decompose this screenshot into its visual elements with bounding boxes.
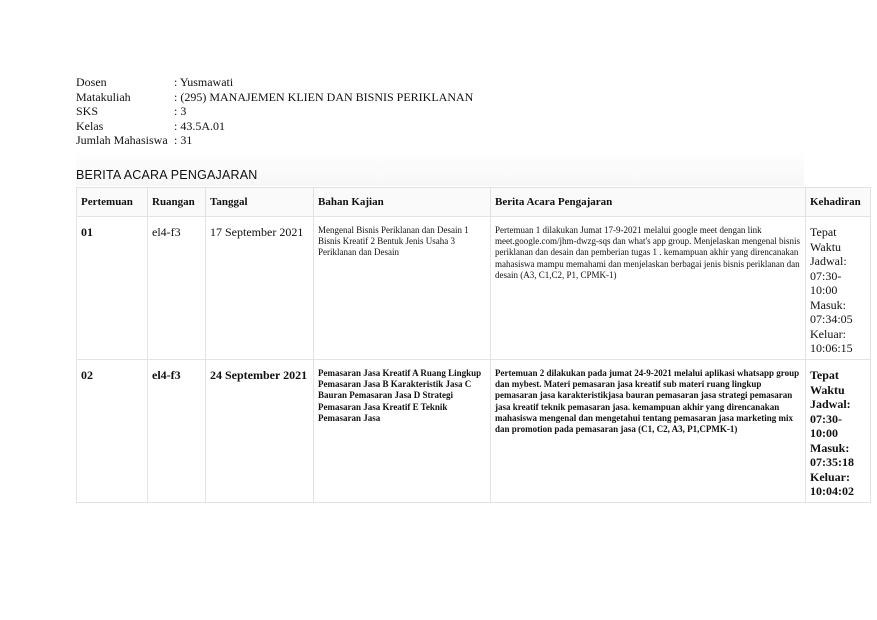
kehadiran-line: Masuk: <box>810 297 846 312</box>
dosen-label: Dosen <box>76 75 107 89</box>
cell-tanggal: 17 September 2021 <box>206 217 314 360</box>
kehadiran-line: 10:06:15 <box>810 341 853 355</box>
cell-pertemuan: 02 <box>77 360 148 503</box>
section-title: BERITA ACARA PENGAJARAN <box>76 168 258 182</box>
header-ruangan: Ruangan <box>148 188 206 217</box>
header-berita-acara: Berita Acara Pengajaran <box>491 188 806 217</box>
table-row <box>77 217 871 360</box>
kehadiran-line: 10:00 <box>810 283 838 297</box>
course-info <box>76 75 473 148</box>
kehadiran-line: Jadwal: <box>810 397 851 411</box>
kehadiran-line: Masuk: <box>810 440 850 455</box>
cell-kehadiran <box>806 217 871 360</box>
cell-kehadiran <box>806 360 871 503</box>
kehadiran-line: Waktu <box>810 239 842 254</box>
cell-berita-acara: Pertemuan 1 dilakukan Jumat 17-9-2021 melalui google meet dengan link meet.google.com/jhm-dwzg-sqs dan what's app group. Menjelaskan mengenal bisnis periklanan dan desain dan pemberian tugas 1 . kemampuan akhir yang direncanakan mahasiswa mampu memahami dan menjelaskan berbagai jenis bisnis periklanan dan desain (A3, C1,C2, P1, CPMK-1) <box>491 217 806 360</box>
cell-tanggal: 24 September 2021 <box>206 360 314 503</box>
header-pertemuan: Pertemuan <box>77 188 148 217</box>
kehadiran-line: 07:34:05 <box>810 312 853 326</box>
info-row-kelas <box>76 119 473 134</box>
sks-label: SKS <box>76 104 99 118</box>
cell-bahan-kajian: Pemasaran Jasa Kreatif A Ruang Lingkup Pemasaran Jasa B Karakteristik Jasa C Bauran Pemasaran Jasa D Strategi Pemasaran Jasa Kreatif E Teknik Pemasaran Jasa <box>314 360 491 503</box>
header-kehadiran: Kehadiran <box>806 188 871 217</box>
matakuliah-label: Matakuliah <box>76 89 131 104</box>
cell-pertemuan: 01 <box>77 217 148 360</box>
kehadiran-line: Tepat <box>810 225 837 239</box>
jumlah-value: : 31 <box>174 133 193 147</box>
table-header-row <box>77 188 871 217</box>
berita-acara-table <box>76 187 871 503</box>
cell-berita-acara: Pertemuan 2 dilakukan pada jumat 24-9-2021 melalui aplikasi whatsapp group dan mybest. Materi pemasaran jasa kreatif sub materi ruang lingkup pemasaran jasa karakteristikjasa bauran pemasaran jasa strategi pemasaran jasa kreatif teknik pemasaran jasa. kemampuan akhir yang direncanakan mahasiswa mengenal dan mengetahui tentang pemasaran jasa marketing mix dan promotion pada pemasaran jasa (C1, C2, A3, P1,CPMK-1) <box>491 360 806 503</box>
kelas-value: : 43.5A.01 <box>174 118 225 133</box>
kehadiran-line: Waktu <box>810 382 845 397</box>
kehadiran-line: 10:00 <box>810 426 838 440</box>
header-bahan-kajian: Bahan Kajian <box>314 188 491 217</box>
kehadiran-line: Tepat <box>810 368 839 382</box>
sks-value: : 3 <box>174 104 187 118</box>
info-row-matakuliah <box>76 90 473 105</box>
kehadiran-line: 10:04:02 <box>810 484 854 498</box>
dosen-value: : Yusmawati <box>174 75 234 89</box>
kehadiran-line: Keluar: <box>810 469 850 484</box>
table-row <box>77 360 871 503</box>
info-row-jumlah <box>76 133 473 148</box>
kehadiran-line: Keluar: <box>810 326 846 341</box>
cell-ruangan: el4-f3 <box>148 217 206 360</box>
info-row-sks <box>76 104 473 119</box>
kehadiran-line: 07:35:18 <box>810 455 854 469</box>
kelas-label: Kelas <box>76 118 104 133</box>
cell-bahan-kajian: Mengenal Bisnis Periklanan dan Desain 1 Bisnis Kreatif 2 Bentuk Jenis Usaha 3 Periklanan dan Desain <box>314 217 491 360</box>
info-row-dosen <box>76 75 473 90</box>
header-tanggal: Tanggal <box>206 188 314 217</box>
matakuliah-value: : (295) MANAJEMEN KLIEN DAN BISNIS PERIKLANAN <box>174 89 474 104</box>
cell-ruangan: el4-f3 <box>148 360 206 503</box>
kehadiran-line: 07:30- <box>810 411 842 426</box>
kehadiran-line: 07:30- <box>810 268 842 283</box>
kehadiran-line: Jadwal: <box>810 254 847 268</box>
jumlah-label: Jumlah Mahasiswa <box>76 133 168 147</box>
